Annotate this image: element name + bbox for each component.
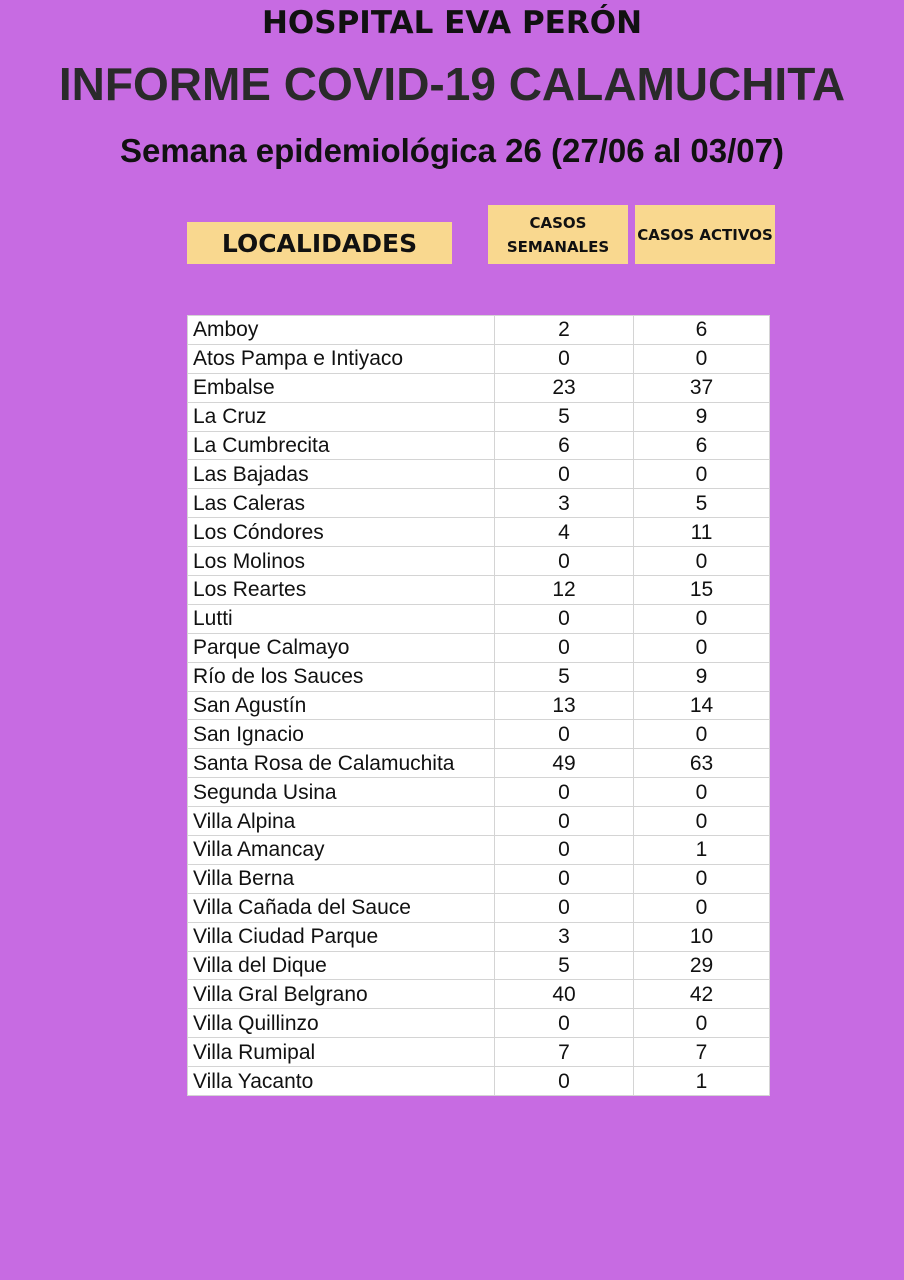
cases-table: [187, 315, 770, 1096]
active-cases-cell: 9: [634, 402, 770, 431]
table-row: [188, 460, 770, 489]
weekly-cases-cell: 0: [495, 460, 634, 489]
weekly-cases-cell: 0: [495, 1009, 634, 1038]
column-header-casos-semanales: CASOS SEMANALES: [488, 205, 628, 264]
weekly-cases-cell: 4: [495, 518, 634, 547]
weekly-cases-cell: 6: [495, 431, 634, 460]
locality-cell: Parque Calmayo: [188, 633, 495, 662]
active-cases-cell: 6: [634, 316, 770, 345]
table-row: [188, 807, 770, 836]
locality-cell: Los Molinos: [188, 547, 495, 576]
table-row: [188, 749, 770, 778]
locality-cell: La Cumbrecita: [188, 431, 495, 460]
table-row: [188, 344, 770, 373]
active-cases-cell: 7: [634, 1038, 770, 1067]
report-title: INFORME COVID-19 CALAMUCHITA: [58, 58, 846, 110]
weekly-cases-cell: 0: [495, 778, 634, 807]
active-cases-cell: 0: [634, 460, 770, 489]
locality-cell: Segunda Usina: [188, 778, 495, 807]
weekly-cases-cell: 40: [495, 980, 634, 1009]
active-cases-cell: 29: [634, 951, 770, 980]
locality-cell: Embalse: [188, 373, 495, 402]
weekly-cases-cell: 13: [495, 691, 634, 720]
locality-cell: San Ignacio: [188, 720, 495, 749]
active-cases-cell: 0: [634, 720, 770, 749]
locality-cell: La Cruz: [188, 402, 495, 431]
active-cases-cell: 15: [634, 576, 770, 605]
locality-cell: Los Reartes: [188, 576, 495, 605]
weekly-cases-cell: 5: [495, 662, 634, 691]
active-cases-cell: 10: [634, 922, 770, 951]
active-cases-cell: 37: [634, 373, 770, 402]
weekly-cases-cell: 0: [495, 836, 634, 865]
hospital-name: HOSPITAL EVA PERÓN: [261, 5, 643, 41]
weekly-cases-cell: 5: [495, 402, 634, 431]
locality-cell: Las Bajadas: [188, 460, 495, 489]
active-cases-cell: 0: [634, 633, 770, 662]
active-cases-cell: 14: [634, 691, 770, 720]
weekly-cases-cell: 0: [495, 1067, 634, 1096]
weekly-cases-cell: 3: [495, 489, 634, 518]
table-row: [188, 1038, 770, 1067]
table-row: [188, 1009, 770, 1038]
locality-cell: Villa Yacanto: [188, 1067, 495, 1096]
locality-cell: Lutti: [188, 604, 495, 633]
table-row: [188, 604, 770, 633]
table-row: [188, 893, 770, 922]
locality-cell: Los Cóndores: [188, 518, 495, 547]
table-row: [188, 691, 770, 720]
weekly-cases-cell: 0: [495, 720, 634, 749]
active-cases-cell: 1: [634, 836, 770, 865]
table-row: [188, 864, 770, 893]
active-cases-cell: 0: [634, 807, 770, 836]
report-subtitle: Semana epidemiológica 26 (27/06 al 03/07): [120, 132, 784, 169]
table-row: [188, 431, 770, 460]
active-cases-cell: 0: [634, 547, 770, 576]
table-row: [188, 1067, 770, 1096]
locality-cell: Villa Amancay: [188, 836, 495, 865]
weekly-cases-cell: 2: [495, 316, 634, 345]
active-cases-cell: 1: [634, 1067, 770, 1096]
weekly-cases-cell: 0: [495, 807, 634, 836]
weekly-cases-cell: 0: [495, 633, 634, 662]
table-row: [188, 662, 770, 691]
locality-cell: San Agustín: [188, 691, 495, 720]
weekly-cases-cell: 12: [495, 576, 634, 605]
weekly-cases-cell: 3: [495, 922, 634, 951]
active-cases-cell: 0: [634, 893, 770, 922]
table-row: [188, 489, 770, 518]
locality-cell: Villa del Dique: [188, 951, 495, 980]
column-header-localidades: LOCALIDADES: [187, 222, 452, 264]
table-row: [188, 576, 770, 605]
table-row: [188, 720, 770, 749]
active-cases-cell: 42: [634, 980, 770, 1009]
table-row: [188, 778, 770, 807]
table-row: [188, 980, 770, 1009]
weekly-cases-cell: 0: [495, 344, 634, 373]
table-row: [188, 316, 770, 345]
table-row: [188, 402, 770, 431]
active-cases-cell: 5: [634, 489, 770, 518]
active-cases-cell: 63: [634, 749, 770, 778]
table-row: [188, 922, 770, 951]
active-cases-cell: 11: [634, 518, 770, 547]
weekly-cases-cell: 49: [495, 749, 634, 778]
table-row: [188, 547, 770, 576]
locality-cell: Amboy: [188, 316, 495, 345]
weekly-cases-cell: 0: [495, 604, 634, 633]
table-row: [188, 518, 770, 547]
locality-cell: Río de los Sauces: [188, 662, 495, 691]
locality-cell: Las Caleras: [188, 489, 495, 518]
table-row: [188, 373, 770, 402]
active-cases-cell: 6: [634, 431, 770, 460]
active-cases-cell: 0: [634, 344, 770, 373]
weekly-cases-cell: 23: [495, 373, 634, 402]
active-cases-cell: 0: [634, 864, 770, 893]
active-cases-cell: 0: [634, 604, 770, 633]
table-row: [188, 836, 770, 865]
locality-cell: Villa Ciudad Parque: [188, 922, 495, 951]
weekly-cases-cell: 7: [495, 1038, 634, 1067]
locality-cell: Villa Berna: [188, 864, 495, 893]
locality-cell: Atos Pampa e Intiyaco: [188, 344, 495, 373]
active-cases-cell: 0: [634, 778, 770, 807]
weekly-cases-cell: 0: [495, 864, 634, 893]
weekly-cases-cell: 0: [495, 547, 634, 576]
locality-cell: Villa Rumipal: [188, 1038, 495, 1067]
column-header-casos-activos: CASOS ACTIVOS: [635, 205, 775, 264]
active-cases-cell: 9: [634, 662, 770, 691]
locality-cell: Villa Gral Belgrano: [188, 980, 495, 1009]
locality-cell: Villa Alpina: [188, 807, 495, 836]
weekly-cases-cell: 5: [495, 951, 634, 980]
table-row: [188, 633, 770, 662]
table-row: [188, 951, 770, 980]
weekly-cases-cell: 0: [495, 893, 634, 922]
locality-cell: Santa Rosa de Calamuchita: [188, 749, 495, 778]
active-cases-cell: 0: [634, 1009, 770, 1038]
locality-cell: Villa Quillinzo: [188, 1009, 495, 1038]
locality-cell: Villa Cañada del Sauce: [188, 893, 495, 922]
